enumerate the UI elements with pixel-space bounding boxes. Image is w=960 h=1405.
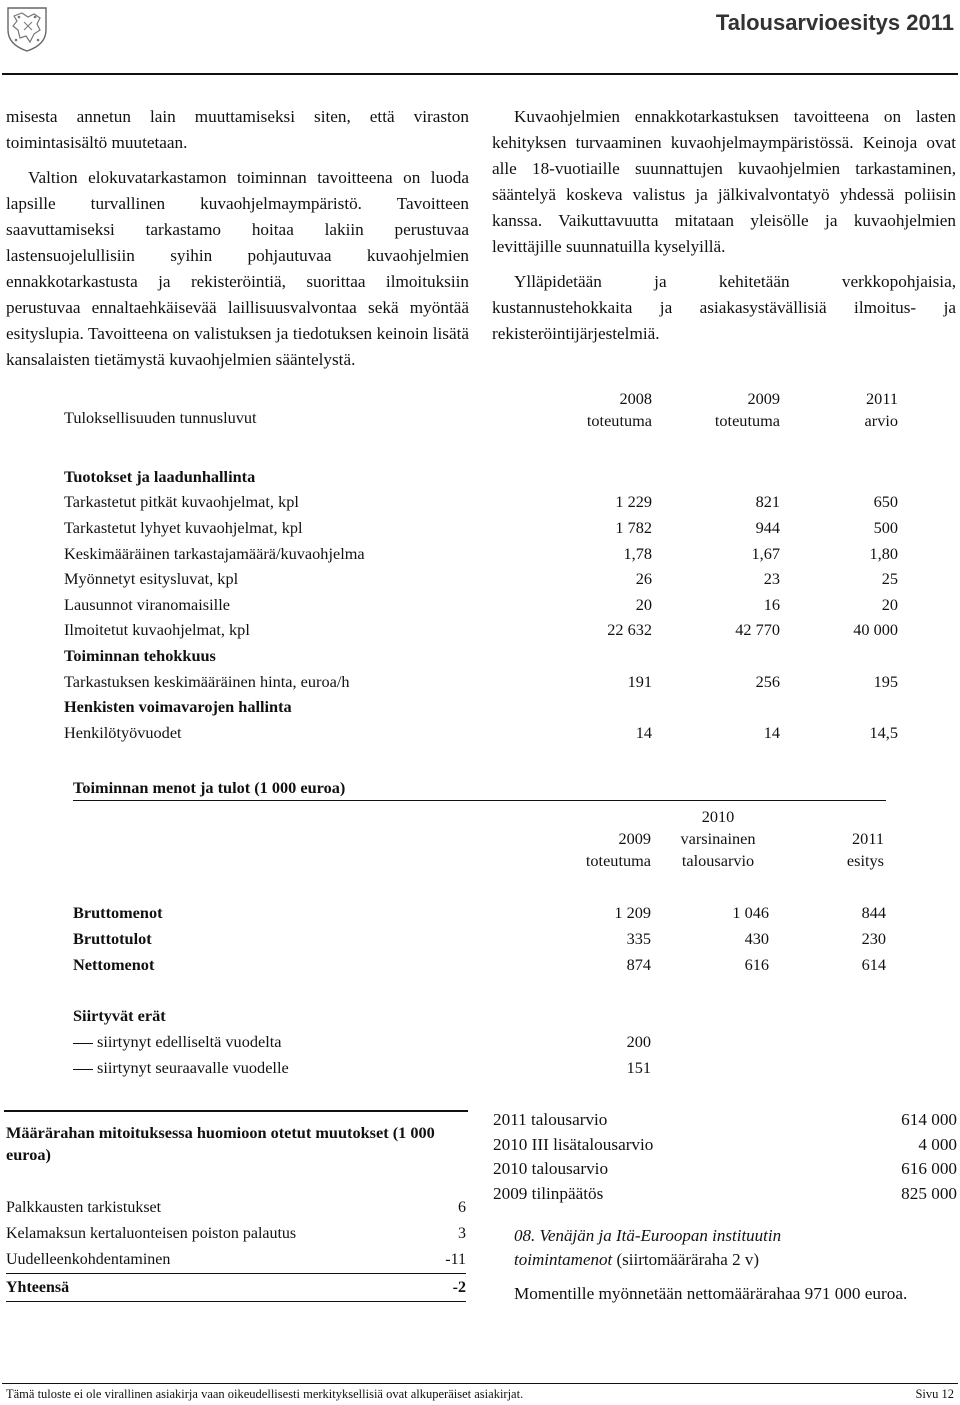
page-number: Sivu 12 bbox=[915, 1387, 954, 1401]
paragraph: Ylläpidetään ja kehitetään verkkopohjaisia, kustannustehokkaita ja asiakasystävällisiä ilmoitus- ja rekisteröintijärjestelmiä. bbox=[492, 272, 956, 343]
section-paragraph: Momentille myönnetään nettomäärärahaa 971 000 euroa. bbox=[514, 1284, 908, 1303]
section-row: Siirtyvät erät bbox=[73, 1006, 166, 1025]
section-row: Toiminnan tehokkuus bbox=[64, 645, 216, 665]
table-row: Tarkastuksen keskimääräinen hinta, euroa/h 191 256 195 bbox=[64, 671, 898, 691]
footer-rule bbox=[2, 1383, 958, 1384]
table-row: Ilmoitetut kuvaohjelmat, kpl 22 632 42 770 40 000 bbox=[64, 620, 898, 640]
coat-of-arms-logo bbox=[4, 4, 50, 52]
expenses-table-title: Toiminnan menot ja tulot (1 000 euroa) bbox=[73, 778, 346, 797]
paragraph: Valtion elokuvatarkastamon toiminnan tavoitteena on luoda lapsille turvallinen kuvaohjelmaympäristö. Tavoitteen saavuttamiseksi tarkastamo hoitaa lakiin perustuvaa lastensuojelullisiin syihin pohjautuvaa kuvaohjelmien ennakkotarkastusta ja rekisteröintiä, suorittaa ilmoituksiin perustuvaa ennaltaehkäisevää laillisuusvalvontaa sekä myöntää esityslupia. Tavoitteena on valistuksen ja tiedotuksen keinoin lisätä kansalaisten tietämystä kuvaohjelmien sääntelystä. bbox=[6, 168, 469, 369]
document-title: Talousarvioesitys 2011 bbox=[715, 10, 954, 35]
table-row: Myönnetyt esitysluvat, kpl 26 23 25 bbox=[64, 569, 898, 589]
table-row: Bruttotulot 335 430 230 bbox=[73, 929, 886, 948]
expenses-table bbox=[73, 806, 886, 1081]
dash-mark bbox=[73, 1043, 93, 1044]
results-table bbox=[64, 388, 898, 746]
table-row: Bruttomenot 1 209 1 046 844 bbox=[73, 903, 886, 922]
budget-list bbox=[493, 1108, 957, 1206]
table-row: siirtynyt edelliseltä vuodelta 200 bbox=[73, 1029, 886, 1055]
table-row: Uudelleenkohdentaminen -11 bbox=[6, 1251, 466, 1268]
table-row: Nettomenot 874 616 614 bbox=[73, 955, 886, 974]
list-item: 2010 III lisätalousarvio 4 000 bbox=[493, 1134, 957, 1154]
table-row: Tarkastetut pitkät kuvaohjelmat, kpl 1 229 821 650 bbox=[64, 492, 898, 512]
table-row: Tarkastetut lyhyet kuvaohjelmat, kpl 1 782 944 500 bbox=[64, 517, 898, 537]
right-text-column bbox=[492, 104, 956, 356]
header-rule bbox=[2, 73, 958, 75]
table-row: siirtynyt seuraavalle vuodelle 151 bbox=[73, 1055, 886, 1081]
expenses-title-rule bbox=[73, 800, 886, 801]
expenses-header-row bbox=[73, 806, 886, 872]
list-item: 2010 talousarvio 616 000 bbox=[493, 1159, 957, 1179]
footer-disclaimer: Tämä tuloste ei ole virallinen asiakirja vaan oikeudellisesti merkityksellisiä ovat alkuperäiset asiakirjat. bbox=[6, 1387, 524, 1401]
list-item: 2011 talousarvio 614 000 bbox=[493, 1110, 957, 1130]
column-header: 2011 esitys bbox=[846, 829, 884, 870]
table-row: Keskimääräinen tarkastajamäärä/kuvaohjelma 1,78 1,67 1,80 bbox=[64, 543, 898, 563]
results-header-row bbox=[64, 388, 898, 432]
section-row: Henkisten voimavarojen hallinta bbox=[64, 697, 292, 717]
column-header: 2009 toteutuma bbox=[714, 389, 780, 430]
column-header: 2009 toteutuma bbox=[585, 829, 651, 870]
paragraph: Kuvaohjelmien ennakkotarkastuksen tavoitteena on lasten kehityksen turvaaminen kuvaohjelmaympäristössä. Keinoja ovat alle 18-vuotiaille suunnattujen kuvaohjelmien tarkastaminen, sääntelyä koskeva valistus ja jälkivalvontatyö yhdessä poliisin kanssa. Vaikuttavuutta mitataan yleisölle ja kuvaohjelmien levittäjille suunnatuilla kyselyillä. bbox=[492, 107, 956, 256]
table-row: Henkilötyövuodet 14 14 14,5 bbox=[64, 722, 898, 742]
table-row: Kelamaksun kertaluonteisen poiston palautus 3 bbox=[6, 1225, 466, 1242]
column-header: 2010 varsinainen talousarvio bbox=[680, 807, 756, 870]
results-table-title: Tuloksellisuuden tunnusluvut bbox=[64, 408, 257, 427]
column-header: 2011 arvio bbox=[864, 389, 898, 430]
table-row: Lausunnot viranomaisille 20 16 20 bbox=[64, 594, 898, 614]
left-text-column bbox=[6, 104, 469, 382]
dash-mark bbox=[73, 1069, 93, 1070]
section-row: Tuotokset ja laadunhallinta bbox=[64, 466, 256, 486]
total-row: Yhteensä -2 bbox=[6, 1274, 466, 1302]
column-header: 2008 toteutuma bbox=[586, 389, 652, 430]
table-row: Palkkausten tarkistukset 6 bbox=[6, 1199, 466, 1216]
section-heading: 08. Venäjän ja Itä-Euroopan instituutin toimintamenot (siirtomääräraha 2 v) bbox=[514, 1226, 782, 1269]
paragraph: misesta annetun lain muuttamiseksi siten, että viraston toimintasisältö muutetaan. bbox=[6, 107, 469, 152]
list-item: 2009 tilinpäätös 825 000 bbox=[493, 1183, 957, 1203]
changes-box-title: Määrärahan mitoituksessa huomioon otetut muutokset (1 000 euroa) bbox=[6, 1123, 435, 1164]
changes-table bbox=[6, 1195, 466, 1302]
